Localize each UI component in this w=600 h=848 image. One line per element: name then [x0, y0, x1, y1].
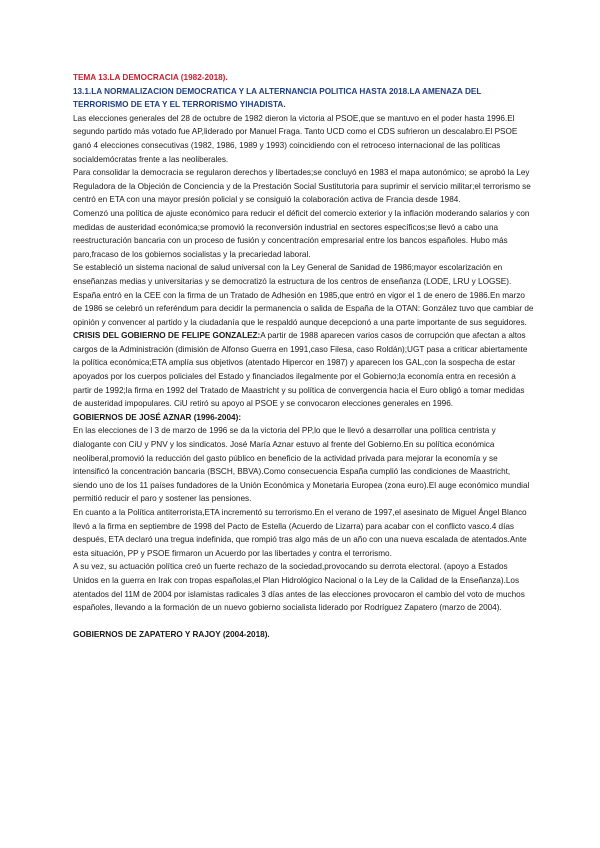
paragraph-aznar-terrorism: En cuanto a la Política antiterrorista,ETA incrementó su terrorismo.En el verano de 1997,el asesinato de Miguel Ángel Blanco llevó a la firma en septiembre de 1998 del Pacto de Estella (Acuerdo de Lizarra) para acabar con el conflicto vasco.4 días después, ETA declaró una tregua indefinida, que rompió tras algo más de un año con una nueva escalada de atentados.Ante esta situación, PP y PSOE firmaron un Acuerdo por las libertades y contra el terrorismo.: [73, 508, 527, 558]
document-title: TEMA 13.LA DEMOCRACIA (1982-2018).: [73, 73, 228, 82]
paragraph-crisis: [73, 329, 534, 411]
aznar-heading: GOBIERNOS DE JOSÉ AZNAR (1996-2004):: [73, 412, 242, 422]
crisis-text: A partir de 1988 aparecen varios casos de corrupción que afectan a altos cargos de la Administración (dimisión de Alfonso Guerra en 1991,caso Filesa, caso Roldán);UGT pasa a criticar abiertamente la política económica;ETA amplía sus objetivos (atentado Hipercor en 1987) y aparecen los GAL,con la sospecha de estar apoyados por los cuerpos policiales del Estado y financiados ilegalmente por el Gobierno;la economía entra en recesión a partir de 1992;la firma en 1992 del Tratado de Maastricht y su política de convergencia hacia el Euro obligó a tomar medidas de austeridad impopulares. CiU retiró su apoyo al PSOE y se convocaron elecciones generales en 1996.: [73, 331, 528, 409]
paragraph-consolidation: Para consolidar la democracia se regularon derechos y libertades;se concluyó en 1983 el mapa autonómico; se aprobó la Ley Reguladora de la Objeción de Conciencia y de la Prestación Social Sustitutoria para suprimir el servicio militar;el terrorismo se centró en ETA con una mayor presión policial y se consiguió la colaboración activa de Francia desde 1984.: [73, 168, 531, 205]
crisis-heading: CRISIS DEL GOBIERNO DE FELIPE GONZALEZ:: [73, 331, 261, 341]
paragraph-cee-otan: España entró en la CEE con la firma de un Tratado de Adhesión en 1985,que entró en vigor el 1 de enero de 1986.En marzo de 1986 se celebró un referéndum para decidir la permanencia o salida de España de la OTAN: González tuvo que cambiar de opinión y convencer al partido y la ciudadanía que le respaldó aunque decepcionó a una parte importante de sus seguidores.: [73, 290, 534, 327]
paragraph-elections-1982: Las elecciones generales del 28 de octubre de 1982 dieron la victoria al PSOE,que se mantuvo en el poder hasta 1996.El segundo partido más votado fue AP,liderado por Manuel Fraga. Tanto UCD como el CDS sufrieron un descalabro.El PSOE ganó 4 elecciones consecutivas (1982, 1986, 1989 y 1993) coincidiendo con el retroceso internacional de las políticas socialdemócratas frente a las neoliberales.: [73, 113, 518, 164]
spacer: [73, 615, 534, 629]
paragraph-economy: Comenzó una política de ajuste económico para reducir el déficit del comercio exterior y la inflación moderando salarios y con medidas de austeridad económica;se promovió la reconversión industrial en sectores específicos;se llevó a cabo una reestructuración bancaria con un proceso de fusión y concentración empresarial entre los bancos españoles. Hubo más paro,fracaso de los gobiernos socialistas y la precariedad laboral.: [73, 208, 530, 259]
paragraph-aznar-economy: En las elecciones de l 3 de marzo de 1996 se da la victoria del PP,lo que le llevó a desarrollar una política centrista y dialogante con CiU y PNV y los sindicatos. José María Aznar estuvo al frente del Gobierno.En su política económica neoliberal,promovió la reducción del gasto público en beneficio de la actividad privada para mejorar la economía y se intensificó la concentración bancaria (BSCH, BBVA).Como consecuencia España cumplió las condiciones de Maastricht, siendo uno de los 11 países fundadores de la Unión Económica y Monetaria Europea (zona euro).El auge económico mundial permitió reducir el paro y sostener las pensiones.: [73, 426, 530, 504]
zapatero-rajoy-heading: GOBIERNOS DE ZAPATERO Y RAJOY (2004-2018).: [73, 630, 270, 640]
paragraph-aznar-defeat: A su vez, su actuación política creó un fuerte rechazo de la sociedad,provocando su derrota electoral. (apoyo a Estados Unidos en la guerra en Irak con tropas españolas,el Plan Hidrológico Nacional o la Ley de la Calidad de la Enseñanza).Los atentados del 11M de 2004 por islamistas radicales 3 días antes de las elecciones provocaron el cambio del voto de muchos españoles, llevando a la formación de un nuevo gobierno socialista liderado por Rodríguez Zapatero (marzo de 2004).: [73, 562, 525, 613]
section-subtitle: 13.1.LA NORMALIZACION DEMOCRATICA Y LA ALTERNANCIA POLITICA HASTA 2018.LA AMENAZA DEL TERRORISMO DE ETA Y EL TERRORISMO YIHADISTA.: [73, 86, 482, 110]
paragraph-health-education: Se estableció un sistema nacional de salud universal con la Ley General de Sanidad de 1986;mayor escolarización en enseñanzas medias y universitarias y se democratizó la estructura de los centros de enseñanza (LODE, LRU y LOGSE).: [73, 263, 512, 286]
